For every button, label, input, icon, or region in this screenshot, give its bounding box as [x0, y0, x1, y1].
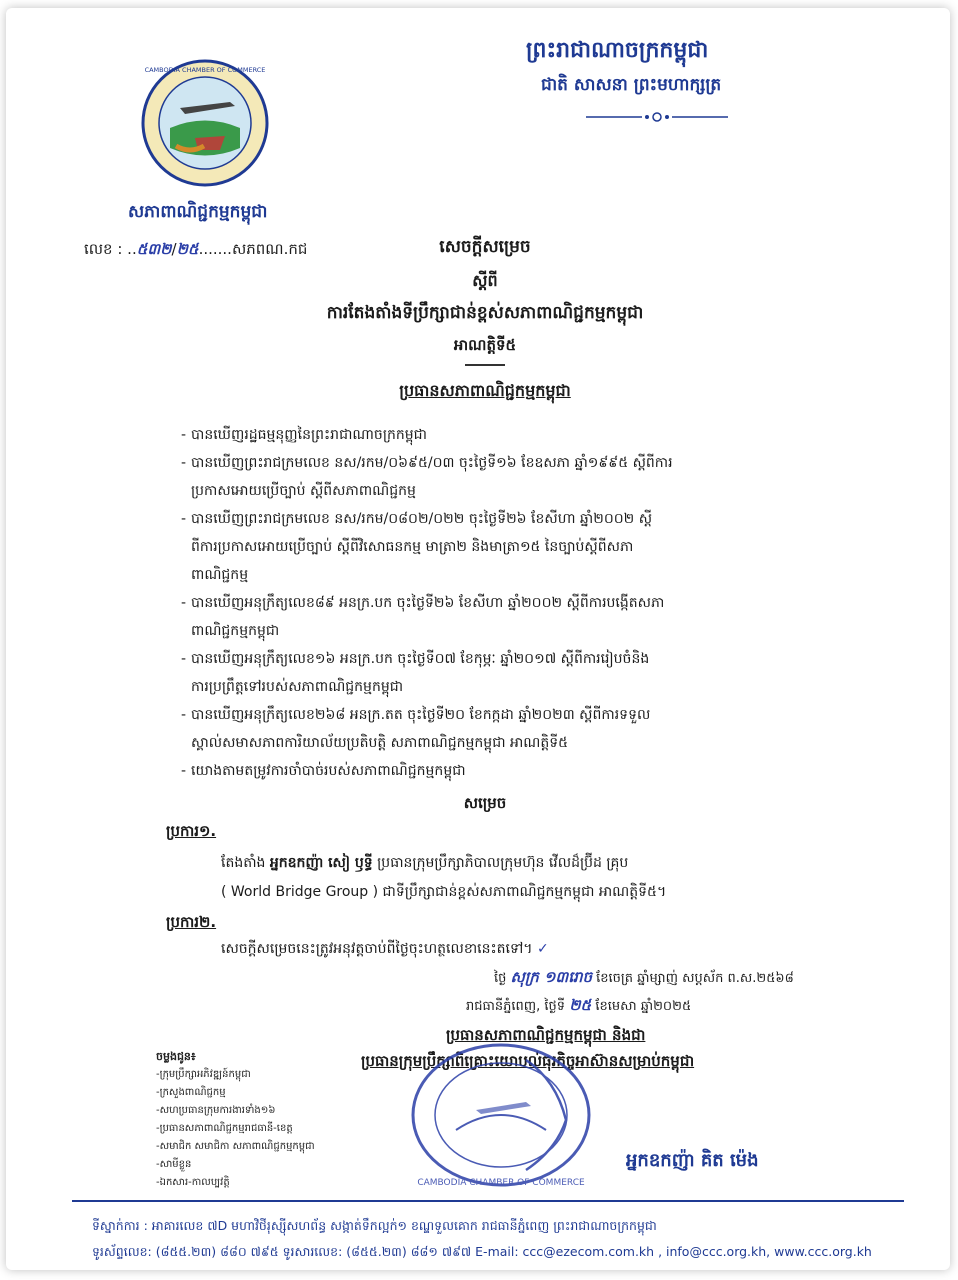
copy-to-list [156, 1048, 315, 1192]
list-item: -សមាជិក សមាជិកា សភាពាណិជ្ជកម្មកម្ពុជា [156, 1141, 315, 1152]
article-1-text-continued: ( World Bridge Group ) ជាទីប្រឹក្សាជាន់ខ្ពស់សភាពាណិជ្ជកម្មកម្ពុជា អាណត្តិទី៥។ [221, 884, 667, 900]
article-1-text: តែងតាំង អ្នកឧកញ៉ា សៀ ឫទ្ធី ប្រធានក្រុមប្រឹក្សាភិបាលក្រុមហ៊ុន វើលដ៏ប្រ៊ីដ គ្រុប [221, 855, 629, 871]
signatory-name: អ្នកឧកញ៉ា គិត ម៉េង [626, 1150, 759, 1171]
citation-item: - បានឃើញអនុក្រឹត្យលេខ២៦៨ អនក្រ.តត ចុះថ្ងៃទី២០ ខែកក្កដា ឆ្នាំ២០២៣ ស្ដីពីការទទួល ស្គាល់សមាសភាពការិយាល័យប្រតិបត្តិ សភាពាណិជ្ជកម្មកម្ពុជា អាណត្តិទី៥ [181, 707, 651, 751]
reference-handwritten-number: ៥៣២ [136, 240, 172, 258]
chamber-logo-icon [140, 58, 270, 188]
lunar-date-handwritten: សុក្រ ១៣រោច [510, 968, 592, 986]
list-item: -ប្រធានសភាពាណិជ្ជកម្មរាជធានី-ខេត្ត [156, 1123, 293, 1134]
citation-item: - បានឃើញអនុក្រឹត្យលេខ៨៩ អនក្រ.បក ចុះថ្ងៃទី២៦ ខែសីហា ឆ្នាំ២០០២ ស្ដីពីការបង្កើតសភា ពាណិជ្ជកម្មកម្ពុជា [181, 595, 665, 639]
logo-arc-text: CAMBODIA CHAMBER OF COMMERCE [144, 66, 266, 74]
lunar-date: ថ្ងៃ សុក្រ ១៣រោច ខែចេត្រ ឆ្នាំម្សាញ់ សប្តស័ក ព.ស.២៥៦៨ [494, 968, 794, 986]
seal-text: CAMBODIA CHAMBER OF COMMERCE [417, 1178, 585, 1188]
document-mandate: អាណត្តិទី៥ [453, 336, 517, 354]
list-item: -សាមីខ្លួន [156, 1159, 192, 1170]
ornament-divider [582, 109, 732, 125]
title-divider [465, 364, 505, 366]
list-item: -ក្រុមប្រឹក្សាអភិវឌ្ឍន៍កម្ពុជា [156, 1069, 251, 1080]
appointee-name: អ្នកឧកញ៉ា សៀ ឫទ្ធី [269, 855, 373, 871]
reference-suffix: សភពណ.កជ [231, 240, 308, 258]
list-item: -ឯកសារ-កាលប្បវត្តិ [156, 1177, 230, 1188]
footer-contacts: ទូរស័ព្ទលេខ: (៨៥៥.២៣) ៨៨០ ៧៩៥ ទូរសារលេខ: (៨៥៥.២៣) ៨៨១ ៧៩៧ E-mail: ccc@ezecom.com.kh , info@ccc.org.kh, www.ccc.org.kh [92, 1244, 872, 1259]
citation-item: - បានឃើញព្រះរាជក្រមលេខ នស/រកម/០៦៩៥/០៣ ចុះថ្ងៃទី១៦ ខែឧសភា ឆ្នាំ១៩៩៥ ស្ដីពីការ ប្រកាសអោយប្រើច្បាប់ ស្ដីពីសភាពាណិជ្ជកម្ម [181, 455, 673, 499]
initials-mark-icon: ✓ [536, 941, 549, 957]
signatory-title-1: ប្រធានសភាពាណិជ្ជកម្មកម្ពុជា និងជា [446, 1026, 646, 1044]
reference-number: លេខ : ..៥៣២/២៥.......សភពណ.កជ [84, 240, 308, 258]
document-page [6, 8, 950, 1270]
copy-to-title: ចម្លងជូន៖ [156, 1050, 196, 1063]
national-motto: ជាតិ សាសនា ព្រះមហាក្សត្រ [541, 75, 722, 95]
list-item: -សហប្រធានក្រុមការងារទាំង១៦ [156, 1105, 276, 1116]
footer-divider [72, 1200, 904, 1202]
decision-heading: សម្រេច [463, 794, 507, 812]
official-seal-icon [406, 1040, 596, 1190]
organization-name: សភាពាណិជ្ជកម្មកម្ពុជា [128, 202, 268, 222]
footer-address: ទីស្នាក់ការ : អាគារលេខ ៧D មហាវិថីរុស្ស៊ីសហព័ន្ធ សង្កាត់ទឹកល្អក់១ ខណ្ឌទួលគោក រាជធានីភ្នំពេញ ព្រះរាជាណាចក្រកម្ពុជា [92, 1218, 657, 1233]
document-subtitle-about: ស្ដីពី [472, 271, 498, 290]
citation-item: - បានឃើញរដ្ឋធម្មនុញ្ញនៃព្រះរាជាណាចក្រកម្ពុជា [181, 427, 427, 443]
signatory-title-2: ប្រធានក្រុមប្រឹក្សាពិគ្រោះយោបល់ធុរកិច្ចអាស៊ានសម្រាប់កម្ពុជា [361, 1052, 695, 1070]
list-item: -ក្រសួងពាណិជ្ជកម្ម [156, 1087, 226, 1098]
citation-item: - យោងតាមតម្រូវការចាំបាច់របស់សភាពាណិជ្ជកម្មកម្ពុជា [181, 763, 466, 779]
citation-item: - បានឃើញអនុក្រឹត្យលេខ១៦ អនក្រ.បក ចុះថ្ងៃទី០៧ ខែកុម្ភៈ ឆ្នាំ២០១៧ ស្ដីពីការរៀបចំនិង ការប្រព្រឹត្តទៅរបស់សភាពាណិជ្ជកម្មកម្ពុជា [181, 651, 650, 695]
article-2-text: សេចក្ដីសម្រេចនេះត្រូវអនុវត្តចាប់ពីថ្ងៃចុះហត្ថលេខានេះតទៅ។ ✓ [221, 941, 549, 957]
solar-date-handwritten: ២៥ [569, 996, 592, 1014]
article-1-label: ប្រការ១. [166, 822, 217, 840]
article-2-label: ប្រការ២. [166, 913, 217, 931]
document-title: សេចក្ដីសម្រេច [439, 237, 531, 257]
kingdom-heading: ព្រះរាជាណាចក្រកម្ពុជា [526, 38, 709, 63]
reference-handwritten-year: ២៥ [176, 240, 199, 258]
citation-item: - បានឃើញព្រះរាជក្រមលេខ នស/រកម/០៨០២/០២២ ចុះថ្ងៃទី២៦ ខែសីហា ឆ្នាំ២០០២ ស្ដី ពីការប្រកាសអោយប្រើច្បាប់ ស្ដីពីវិសោធនកម្ម មាត្រា២ និងមាត្រា១៥ នៃច្បាប់ស្ដីពីសភា ពាណិជ្ជកម្ម [181, 511, 653, 583]
solar-date: រាជធានីភ្នំពេញ, ថ្ងៃទី ២៥ ខែមេសា ឆ្នាំ២០២៥ [466, 996, 692, 1014]
issuing-authority: ប្រធានសភាពាណិជ្ជកម្មកម្ពុជា [399, 381, 571, 400]
reference-label: លេខ : [84, 240, 123, 258]
document-subject: ការតែងតាំងទីប្រឹក្សាជាន់ខ្ពស់សភាពាណិជ្ជកម្មកម្ពុជា [326, 303, 644, 323]
